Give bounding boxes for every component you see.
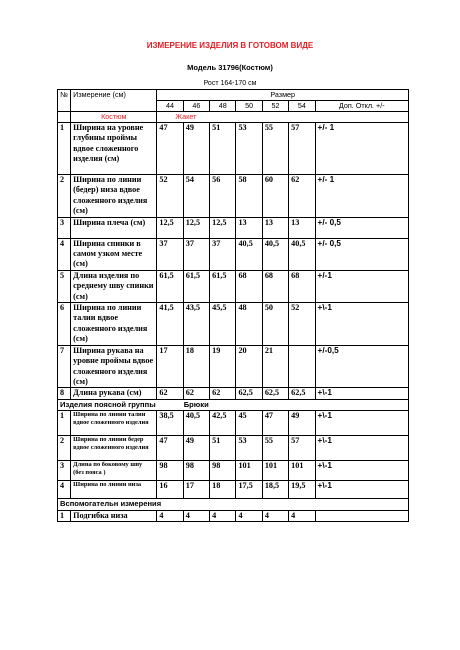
row-number: 7 xyxy=(58,345,71,388)
row-number: 2 xyxy=(58,436,71,461)
size-value: 21 xyxy=(262,345,288,388)
size-value: 98 xyxy=(157,461,183,481)
size-value: 47 xyxy=(157,123,183,175)
size-value: 48 xyxy=(236,303,262,346)
height-range: Рост 164-170 см xyxy=(203,80,257,87)
size-value: 53 xyxy=(236,123,262,175)
document-title: ИЗМЕРЕНИЕ ИЗДЕЛИЯ В ГОТОВОМ ВИДЕ xyxy=(146,41,314,50)
size-value: 51 xyxy=(210,123,236,175)
size-value: 13 xyxy=(289,217,315,238)
table-row xyxy=(58,481,409,499)
row-number: 8 xyxy=(58,388,71,399)
size-value: 62,5 xyxy=(262,388,288,399)
tolerance-value: +\-1 xyxy=(315,411,408,436)
row-number: 4 xyxy=(58,481,71,499)
size-value: 37 xyxy=(157,238,183,270)
size-value: 68 xyxy=(262,270,288,302)
row-number: 1 xyxy=(58,411,71,436)
measure-name: Ширина по линии низа xyxy=(71,481,157,499)
table-row xyxy=(58,461,409,481)
section-belt-label: Изделия поясной группы xyxy=(60,399,156,409)
size-value: 52 xyxy=(157,175,183,218)
size-value: 61,5 xyxy=(210,270,236,302)
table-row xyxy=(58,270,409,302)
size-value: 38,5 xyxy=(157,411,183,436)
size-value: 62,5 xyxy=(236,388,262,399)
table-row xyxy=(58,411,409,436)
size-value: 49 xyxy=(289,411,315,436)
size-value: 4 xyxy=(262,510,288,521)
section-jacket: Жакет xyxy=(157,112,409,123)
size-50: 50 xyxy=(236,101,262,112)
tolerance-value: +/-0,5 xyxy=(315,345,408,388)
table-row xyxy=(58,238,409,270)
size-value: 51 xyxy=(210,436,236,461)
header-no: № xyxy=(58,90,71,112)
row-number: 3 xyxy=(58,461,71,481)
size-value: 17 xyxy=(157,345,183,388)
row-number: 3 xyxy=(58,217,71,238)
size-value: 101 xyxy=(262,461,288,481)
tolerance-value: +/- 1 xyxy=(315,123,408,175)
size-value: 43,5 xyxy=(183,303,209,346)
size-46: 46 xyxy=(183,101,209,112)
size-value: 47 xyxy=(157,436,183,461)
row-number: 6 xyxy=(58,303,71,346)
size-value: 13 xyxy=(262,217,288,238)
size-value: 49 xyxy=(183,123,209,175)
measure-name: Ширина по линии бедер вдвое сложенного изделия xyxy=(71,436,157,461)
section-suit: Костюм xyxy=(71,112,157,123)
header-row-1 xyxy=(58,90,409,101)
tolerance-value: +\-1 xyxy=(315,481,408,499)
size-value: 19 xyxy=(210,345,236,388)
size-value: 18,5 xyxy=(262,481,288,499)
size-value: 4 xyxy=(210,510,236,521)
size-value: 16 xyxy=(157,481,183,499)
size-54: 54 xyxy=(289,101,315,112)
size-value: 101 xyxy=(236,461,262,481)
section-aux xyxy=(58,499,409,510)
size-value: 101 xyxy=(289,461,315,481)
size-value: 56 xyxy=(210,175,236,218)
size-value: 53 xyxy=(236,436,262,461)
measure-name: Ширина на уровне глубины проймы вдвое сложенного изделия (см) xyxy=(71,123,157,175)
size-value: 18 xyxy=(210,481,236,499)
size-value: 42,5 xyxy=(210,411,236,436)
size-value: 57 xyxy=(289,436,315,461)
size-value: 37 xyxy=(210,238,236,270)
size-value: 57 xyxy=(289,123,315,175)
size-value: 55 xyxy=(262,123,288,175)
size-value: 12,5 xyxy=(210,217,236,238)
table-row xyxy=(58,436,409,461)
size-value: 62,5 xyxy=(289,388,315,399)
size-value xyxy=(289,345,315,388)
size-value: 4 xyxy=(289,510,315,521)
size-44: 44 xyxy=(157,101,183,112)
table-row xyxy=(58,175,409,218)
header-tolerance: Доп. Откл. +/- xyxy=(315,101,408,112)
size-value: 4 xyxy=(157,510,183,521)
measure-name: Подгибка низа xyxy=(71,510,157,521)
size-value: 58 xyxy=(236,175,262,218)
table-row xyxy=(58,510,409,521)
table-row xyxy=(58,388,409,399)
measure-name: Ширина рукава на уровне проймы вдвое сложенного изделия (см) xyxy=(71,345,157,388)
measure-name: Длина рукава (см) xyxy=(71,388,157,399)
size-value: 68 xyxy=(236,270,262,302)
header-size: Размер xyxy=(157,90,409,101)
size-value: 49 xyxy=(183,436,209,461)
tolerance-value: +/- 0,5 xyxy=(315,238,408,270)
measure-name: Ширина спинки в самом узком месте (см) xyxy=(71,238,157,270)
size-value: 4 xyxy=(183,510,209,521)
tolerance-value: +/- 1 xyxy=(315,175,408,218)
row-number: 2 xyxy=(58,175,71,218)
size-value: 37 xyxy=(183,238,209,270)
measure-name: Ширина по линии талии вдвое сложенного изделия xyxy=(71,411,157,436)
size-value: 45 xyxy=(236,411,262,436)
size-value: 54 xyxy=(183,175,209,218)
size-value: 62 xyxy=(210,388,236,399)
size-value: 13 xyxy=(236,217,262,238)
section-aux-label: Вспомогательн измерения xyxy=(60,499,162,509)
model-name: Модель 31796(Костюм) xyxy=(187,63,273,72)
size-value: 40,5 xyxy=(289,238,315,270)
size-value: 40,5 xyxy=(262,238,288,270)
tolerance-value: +/- 0,5 xyxy=(315,217,408,238)
table-row xyxy=(58,303,409,346)
tolerance-value: +\-1 xyxy=(315,436,408,461)
row-number: 1 xyxy=(58,123,71,175)
size-value: 17,5 xyxy=(236,481,262,499)
size-value: 50 xyxy=(262,303,288,346)
size-value: 4 xyxy=(236,510,262,521)
table-row xyxy=(58,217,409,238)
size-value: 60 xyxy=(262,175,288,218)
size-value: 18 xyxy=(183,345,209,388)
table-row xyxy=(58,345,409,388)
size-value: 12,5 xyxy=(183,217,209,238)
size-value: 45,5 xyxy=(210,303,236,346)
size-value: 47 xyxy=(262,411,288,436)
tolerance-value: +\-1 xyxy=(315,303,408,346)
size-52: 52 xyxy=(262,101,288,112)
size-value: 52 xyxy=(289,303,315,346)
measure-name: Ширина по линии талии вдвое сложенного изделия (см) xyxy=(71,303,157,346)
size-value: 62 xyxy=(183,388,209,399)
size-value: 55 xyxy=(262,436,288,461)
tolerance-value xyxy=(315,510,408,521)
section-belt-sublabel: Брюки xyxy=(183,399,209,409)
size-value: 98 xyxy=(183,461,209,481)
section-row-suit xyxy=(58,112,409,123)
size-table xyxy=(57,89,409,522)
measure-name: Длина по боковому шву (без пояса ) xyxy=(71,461,157,481)
size-value: 40,5 xyxy=(236,238,262,270)
size-value: 12,5 xyxy=(157,217,183,238)
measure-name: Ширина плеча (см) xyxy=(71,217,157,238)
row-number: 1 xyxy=(58,510,71,521)
size-value: 62 xyxy=(289,175,315,218)
section-belt xyxy=(58,399,409,410)
size-48: 48 xyxy=(210,101,236,112)
size-value: 62 xyxy=(157,388,183,399)
size-value: 40,5 xyxy=(183,411,209,436)
size-value: 17 xyxy=(183,481,209,499)
size-value: 20 xyxy=(236,345,262,388)
table-row xyxy=(58,123,409,175)
tolerance-value: +\-1 xyxy=(315,388,408,399)
header-measure: Измерение (см) xyxy=(71,90,157,112)
row-number: 4 xyxy=(58,238,71,270)
size-value: 68 xyxy=(289,270,315,302)
row-number: 5 xyxy=(58,270,71,302)
measure-name: Ширина по линии (бедер) низа вдвое сложенного изделия (см) xyxy=(71,175,157,218)
size-value: 61,5 xyxy=(157,270,183,302)
tolerance-value: +\-1 xyxy=(315,461,408,481)
tolerance-value: +/-1 xyxy=(315,270,408,302)
size-value: 41,5 xyxy=(157,303,183,346)
size-value: 61,5 xyxy=(183,270,209,302)
measure-name: Длина изделия по среднему шву спинки (см) xyxy=(71,270,157,302)
size-value: 19,5 xyxy=(289,481,315,499)
size-value: 98 xyxy=(210,461,236,481)
